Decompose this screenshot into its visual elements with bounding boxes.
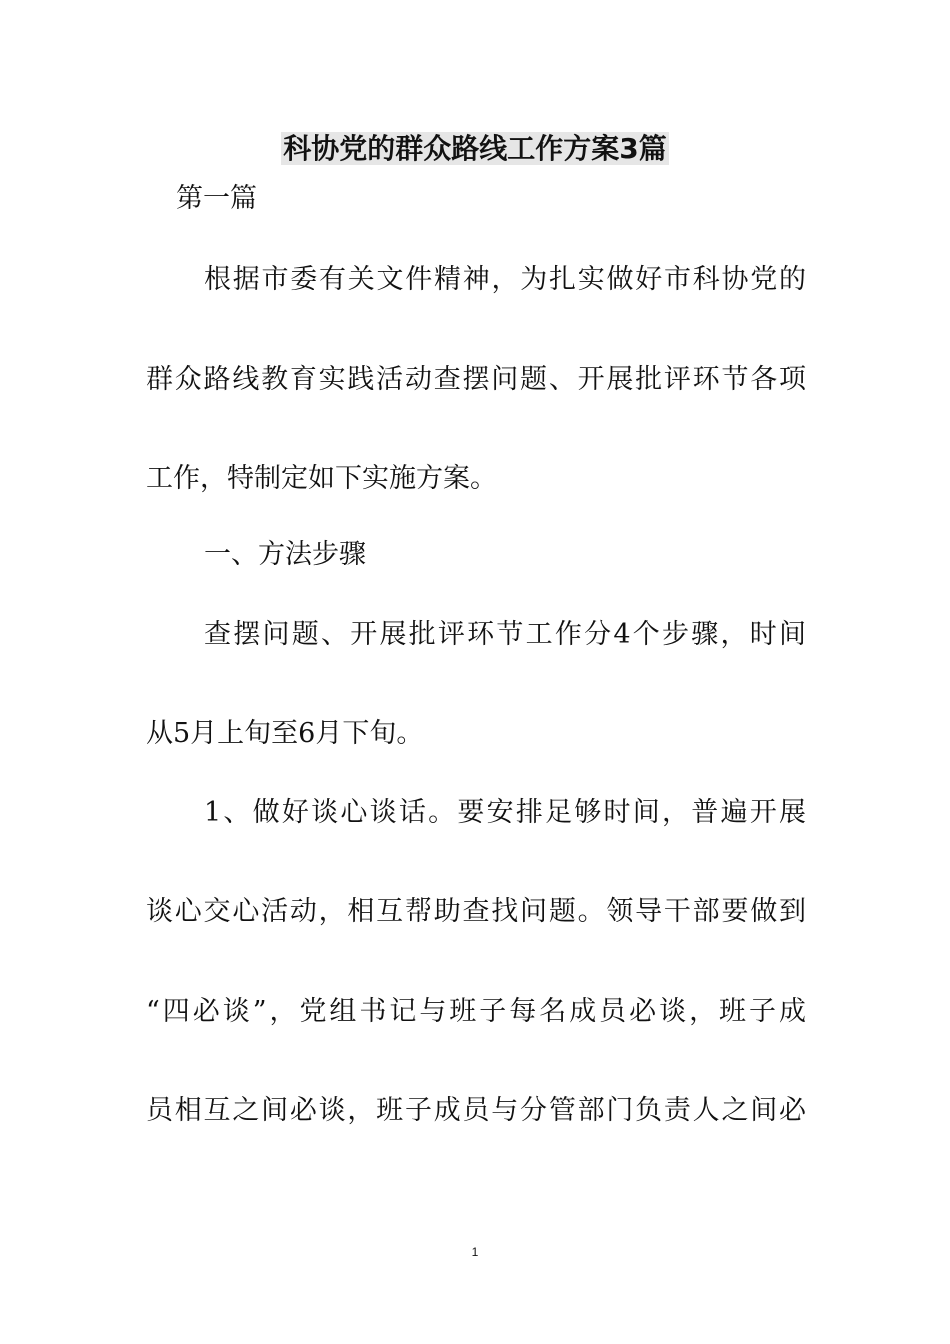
paragraph-line: 谈心交心活动，相互帮助查找问题。领导干部要做到 <box>146 896 806 927</box>
paragraph-line: 查摆问题、开展批评环节工作分4个步骤，时间 <box>204 619 806 650</box>
section-heading: 第一篇 <box>176 183 257 214</box>
paragraph-line: “四必谈”，党组书记与班子每名成员必谈，班子成 <box>146 996 806 1027</box>
paragraph-line: 工作，特制定如下实施方案。 <box>146 463 497 494</box>
document-title-text: 科协党的群众路线工作方案3篇 <box>283 132 667 165</box>
paragraph-line: 员相互之间必谈，班子成员与分管部门负责人之间必 <box>146 1095 806 1126</box>
paragraph-line: 1、做好谈心谈话。要安排足够时间，普遍开展 <box>204 797 806 828</box>
paragraph-line: 根据市委有关文件精神，为扎实做好市科协党的 <box>204 264 806 295</box>
paragraph-line: 从5月上旬至6月下旬。 <box>146 718 424 749</box>
document-title <box>0 131 950 167</box>
paragraph-line: 群众路线教育实践活动查摆问题、开展批评环节各项 <box>146 364 806 395</box>
heading-method-steps: 一、方法步骤 <box>204 539 366 570</box>
page-number: 1 <box>471 1245 479 1259</box>
